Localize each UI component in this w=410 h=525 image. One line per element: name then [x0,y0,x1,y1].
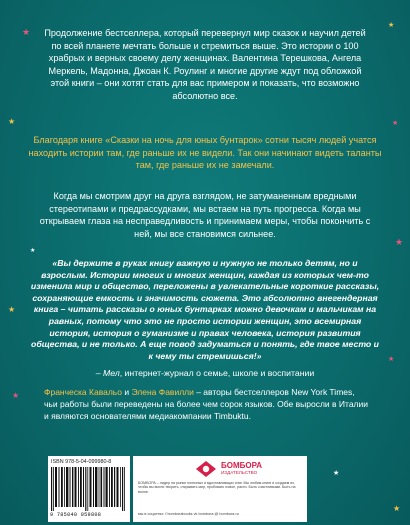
quote-text: «Вы держите в руках книгу важную и нужную не только детям, но и взрослым. Истории многих и многих женщин, каждая из которых чем-то изменила мир и общество, переложены в увлекательные короткие рассказы, сохраняющие емкость и значимость сюжета. Это абсолютно внегендерная книга – читать рассказы о юных бунтарках можно девочкам и мальчикам на равных, потому что это не просто истории женщин, это всемирная история, история о гуманизме и правах человека, история развития общества, и не только. А еще повод задуматься и понять, где твое место и к чему ты стремишься!» [30,258,380,361]
publisher-panel [133,456,307,522]
star-decoration: ★ [22,27,31,37]
review-quote [30,258,380,380]
barcode-number: 9 785040 959808 [50,512,102,518]
authors-paragraph [44,386,370,422]
star-decoration: ★ [8,117,16,126]
publisher-subtitle: ИЗДАТЕЛЬСТВО [221,470,258,475]
quote-source-name: Мел [103,368,120,379]
publisher-social-links: мы в соцсетях: f bomborabooks vk bombora @ bombora.ru [138,512,239,516]
star-decoration: ★ [12,391,20,400]
highlight-paragraph: Благодаря книге «Сказки на ночь для юных бунтарок» сотни тысяч людей учатся находить истории там, где раньше их не видели. Так они начинают видеть таланты там, где раньше их не замечали. [28,135,382,171]
author-name: Элена Фавилли [131,387,194,397]
publisher-description: БОМБОРА – лидер на рынке полезных и вдохновляющих книг. Мы любим книги и создаем их, чтобы вы могли творить, открывать мир, пробовать новое, расти. Быть счастливыми. Быть на волне. [138,481,296,494]
authors-description: – авторы бестселлеров New York Times, чьи работы были переведены на более чем сорок языков. Обе выросли в Италии и являются основателями медиакомпании Timbuktu. [44,387,369,421]
barcode-icon [50,467,128,511]
star-decoration: ★ [393,504,401,513]
star-decoration: ★ [395,237,404,247]
star-decoration: ★ [30,248,36,254]
star-decoration: ★ [333,470,340,477]
conjunction: и [121,387,132,397]
isbn-label: ISBN 978-5-04-099980-8 [51,459,112,465]
intro-paragraph: Продолжение бестселлера, который перевернул мир сказок и научил детей по всей планете мечтать больше и стремиться выше. Это истории о 100 храбрых и верных своему делу женщинах. Валентина Терешкова, Ангела Меркель, Мадонна, Джоан К. Роулинг и многие другие ждут под обложкой этой книги – они хотят стать для вас примером и показать, что возможно абсолютно все. [44,28,366,101]
quote-dash: – [95,368,104,379]
quote-source [30,368,380,380]
star-decoration: ★ [388,356,395,363]
quote-source-description: , интернет-журнал о семье, школе и воспитании [119,368,315,379]
star-decoration: ★ [392,120,399,127]
publisher-name: БОМБОРА [221,461,263,470]
body-paragraph: Когда мы смотрим друг на друга взглядом, не затуманенным вредными стереотипами и предрассудками, мы встаем на путь прогресса. Когда мы открываем глаза на несправедливость и принимаем меры, чтобы покончить с ней, мы все становимся сильнее. [39,191,371,239]
barcode-panel [48,456,130,522]
author-name: Франческа Кавальо [44,387,122,397]
star-decoration: ★ [388,22,395,29]
bombora-logo-icon [195,460,217,478]
star-decoration: ★ [8,305,16,314]
